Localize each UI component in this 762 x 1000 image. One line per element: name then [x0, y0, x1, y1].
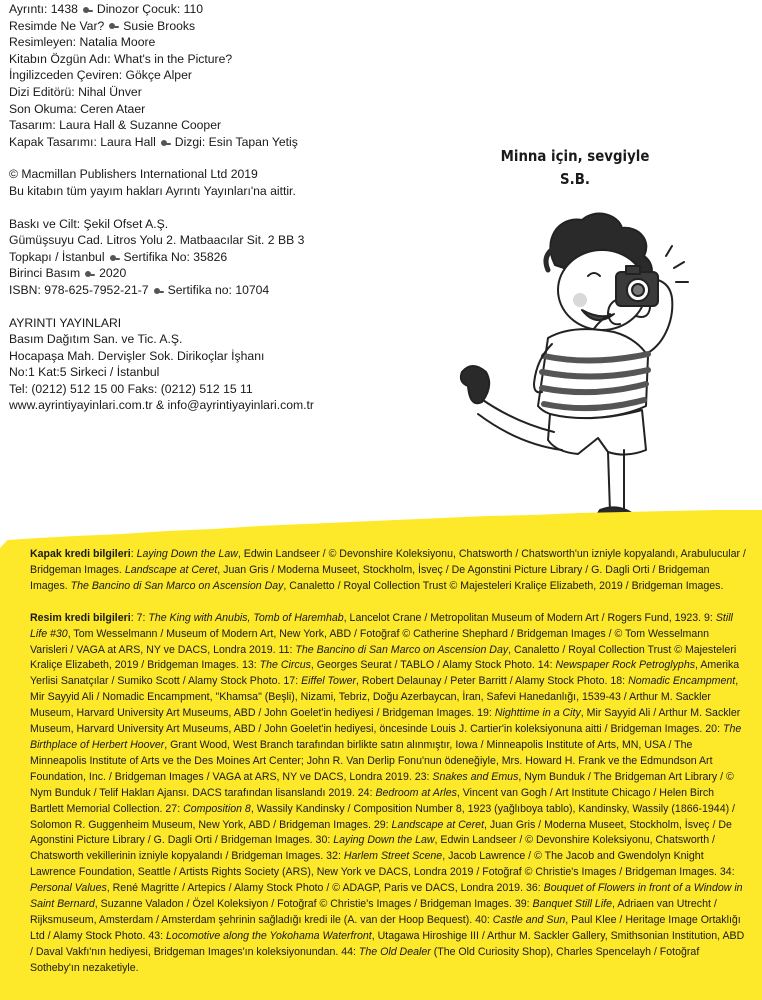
- artwork-title: The King with Anubis, Tomb of Haremhab: [148, 611, 344, 624]
- printer-certificate: Sertifika No: 35826: [123, 249, 228, 264]
- credit-text: : 7:: [130, 611, 149, 624]
- credit-text: , Vincent van Gogh / Art Institute Chicago / Helen Birch Bartlett Memorial Collection. 27:: [30, 786, 715, 815]
- credit-text: , René Magritte / Artepics / Alamy Stock Photo / © ADAGP, Paris ve DACS, Londra 2019. 36:: [106, 882, 544, 895]
- boy-with-camera-illustration: [430, 210, 730, 540]
- artwork-title: Bedroom at Arles: [375, 786, 457, 799]
- isbn: ISBN: 978-625-7952-21-7: [9, 282, 149, 297]
- artwork-title: Landscape at Ceret: [391, 818, 485, 831]
- dedication: [485, 145, 666, 191]
- printer-address: Gümüşsuyu Cad. Litros Yolu 2. Matbaacılar Sit. 2 BB 3: [9, 233, 305, 248]
- artwork-title: Personal Values: [30, 882, 107, 895]
- separator-icon: [154, 288, 164, 294]
- book-title: Resimde Ne Var?: [9, 18, 105, 33]
- credit-text: , Juan Gris / Moderna Museet, Stockholm, İsveç / De Agonstini Picture Library / G. Dagli Orti / Bridgeman Images. 30:: [30, 818, 732, 847]
- separator-icon: [161, 140, 171, 146]
- cover-designer: Kapak Tasarımı: Laura Hall: [9, 134, 156, 149]
- credits-text: [30, 547, 748, 993]
- credit-text: , Georges Seurat / TABLO / Alamy Stock Photo. 14:: [310, 659, 556, 672]
- designer: Tasarım: Laura Hall & Suzanne Cooper: [9, 118, 222, 133]
- separator-icon: [109, 23, 119, 29]
- publisher-name: AYRINTI YAYINLARI: [9, 315, 122, 330]
- cover-credits: [30, 547, 748, 595]
- credit-text: , Canaletto / Royal Collection Trust © Majesteleri Kraliçe Elizabeth, 2019 / Bridgeman Images.: [283, 579, 724, 592]
- credit-text: :: [130, 548, 137, 560]
- publisher-company: Basım Dağıtım San. ve Tic. A.Ş.: [9, 332, 183, 347]
- separator-icon: [85, 271, 95, 277]
- series-number: Ayrıntı: 1438: [9, 2, 78, 16]
- credit-text: , Tom Wesselmann / Museum of Modern Art, New York, ABD / Fotoğraf © Catherine Shephard / Bridgeman Images / © Tom Wesselmann Varisleri / VAGA at ARS, NY ve DACS, Londra 2019. 11:: [30, 627, 710, 656]
- edition-label: Birinci Basım: [9, 266, 81, 281]
- artwork-title: Locomotive along the Yokohama Waterfront: [166, 929, 372, 942]
- credit-text: , Edwin Landseer / © Devonshire Koleksiyonu, Chatsworth / Chatsworth vekillerinin izniyle kopyalandı / Bridgeman Images. 32:: [30, 834, 715, 863]
- artwork-title: Banquet Still Life: [532, 898, 613, 911]
- edition-year: 2020: [99, 266, 127, 281]
- author: Susie Brooks: [123, 18, 196, 33]
- artwork-title: Nighttime in a City: [494, 707, 581, 720]
- imprint-line: [9, 265, 479, 282]
- artwork-title: Bouquet of Flowers in front of a Window in Saint Bernard: [30, 882, 743, 911]
- artwork-title: The Bancino di San Marco on Ascension Day: [70, 579, 284, 592]
- credit-text: , Suzanne Valadon / Özel Koleksiyon / Fotoğraf © Christie's Images / Bridgeman Images. 39:: [94, 898, 533, 911]
- credit-text: (The Old Curiosity Shop), Charles Spencelayh / Fotoğraf Sotheby'ın nezaketiyle.: [30, 945, 700, 974]
- artwork-title: Laying Down the Law: [136, 548, 238, 560]
- publisher-address: Hocapaşa Mah. Dervişler Sok. Dirikoçlar İşhanı: [9, 348, 265, 363]
- credit-text: , Adriaen van Utrecht / Rijksmuseum, Amsterdam / Amsterdam şehrinin sağladığı kredi ile (A. van der Hoop Bequest). 40:: [30, 898, 717, 926]
- credit-text: , Juan Gris / Moderna Museet, Stockholm, İsveç / De Agonstini Picture Library / G. Dagli Orti / Bridgeman Images.: [30, 563, 710, 592]
- credit-text: , Nym Bunduk / The Bridgeman Art Library / © Nym Bunduk / Telif Hakları Ajansı. DACS tarafından lisanslandı 2019. 24:: [30, 770, 734, 799]
- proofreader: Son Okuma: Ceren Ataer: [9, 101, 146, 116]
- credit-text: , Paul Klee / Heritage Image Ortaklığı Ltd / Alamy Stock Photo. 43:: [30, 913, 741, 942]
- picture-credits-label: Resim kredi bilgileri: [30, 611, 131, 624]
- separator-icon: [110, 255, 120, 261]
- credit-text: , Jacob Lawrence / © The Jacob and Gwendolyn Knight Lawrence Foundation, Seattle / Artists Rights Society (ARS), New York ve DACS, Londra 2019 / Fotoğraf © Christie's Images / Bridgeman Images. 34:: [30, 850, 735, 879]
- credit-text: , Amerika Yerlisi Sanatçılar / Sumiko Scott / Alamy Stock Photo. 17:: [30, 659, 740, 688]
- artwork-title: Snakes and Emus: [432, 770, 519, 783]
- printer: Baskı ve Cilt: Şekil Ofset A.Ş.: [9, 216, 169, 231]
- credit-text: , Grant Wood, West Branch tarafından birlikte satın alınmıştır, Iowa / Minneapolis Institute of Arts, MN, USA / The Minneapolis Institute of Arts ve the Des Moines Art Center; John R. Van Derlip Fonu'nun ödeneğiyle, Mrs. Howard H. Frank ve the Edmundson Art Foundation, Inc. / Bridgeman Images / VAGA at ARS, NY ve DACS, Londra 2019. 23:: [30, 738, 713, 783]
- artwork-title: Newspaper Rock Petroglyphs: [555, 659, 696, 672]
- artwork-title: Eiffel Tower: [301, 675, 357, 688]
- original-title: Kitabın Özgün Adı: What's in the Picture?: [9, 51, 233, 66]
- illustrator: Resimleyen: Natalia Moore: [9, 35, 156, 50]
- series-subnumber: Dinozor Çocuk: 110: [96, 2, 204, 16]
- copyright: © Macmillan Publishers International Ltd 2019: [9, 167, 258, 182]
- credit-text: , Edwin Landseer / © Devonshire Koleksiyonu, Chatsworth / Chatsworth'un izniyle kopyalandı, Arabulucular / Bridgeman Images.: [30, 548, 746, 576]
- imprint-line: [9, 134, 479, 151]
- dedication-initials: S.B.: [560, 170, 590, 188]
- artwork-title: Harlem Street Scene: [343, 850, 443, 863]
- credit-text: , Lancelot Crane / Metropolitan Museum of Modern Art / Rogers Fund, 1923. 9:: [343, 611, 716, 624]
- credit-text: , Canaletto / Royal Collection Trust © Majesteleri Kraliçe Elizabeth, 2019 / Bridgeman Images. 13:: [30, 643, 737, 672]
- publisher-certificate: Sertifika no: 10704: [167, 282, 270, 297]
- imprint-line: [9, 249, 479, 266]
- picture-credits: [30, 611, 748, 977]
- artwork-title: Composition 8: [183, 802, 251, 815]
- printer-city: Topkapı / İstanbul: [9, 249, 105, 264]
- cover-credits-label: Kapak kredi bilgileri: [30, 548, 131, 560]
- publisher-phone: Tel: (0212) 512 15 00 Faks: (0212) 512 15 11: [9, 381, 253, 396]
- artwork-title: The Circus: [259, 659, 311, 672]
- imprint-line: [9, 282, 479, 299]
- credit-text: , Mir Sayyid Ali / Nomadic Encampment, "Khamsa" (Beşli), Nizami, Tebriz, Doğu Azerbaycan, İran, Safevi Hanedanlığı, 1539-43 / Arthur M. Sackler Museum, Harvard University Art Museums, ABD / John Goelet'in hediyesi / Bridgeman Images. 19:: [30, 675, 739, 720]
- picture-credits-body: [30, 612, 744, 974]
- separator-icon: [83, 7, 93, 13]
- series-editor: Dizi Editörü: Nihal Ünver: [9, 84, 142, 99]
- artwork-title: The Bancino di San Marco on Ascension Day: [295, 643, 509, 656]
- imprint-line: [9, 18, 479, 35]
- rights-notice: Bu kitabın tüm yayım hakları Ayrıntı Yayınları'na aittir.: [9, 183, 296, 198]
- credit-text: , Wassily Kandinsky / Composition Number 8, 1923 (yağlıboya tablo), Kandinsky, Wassily (1866-1944) / Solomon R. Guggenheim Museum, New York, ABD / Bridgeman Images. 29:: [30, 802, 736, 831]
- credit-text: , Mir Sayyid Ali / Arthur M. Sackler Museum, Harvard University Art Museums, ABD / John Goelet'in hediyesi, öncesinde Louis J. Cartier'in koleksiyonuna aitti / Bridgeman Images. 20:: [30, 707, 741, 736]
- cover-credits-body: [30, 548, 746, 592]
- artwork-title: Nomadic Encampment: [628, 675, 736, 688]
- typesetter: Dizgi: Esin Tapan Yetiş: [174, 134, 298, 149]
- artwork-title: Castle and Sun: [492, 913, 566, 926]
- artwork-title: The Old Dealer: [358, 945, 431, 958]
- artwork-title: Landscape at Ceret: [124, 563, 218, 576]
- credit-text: , Robert Delaunay / Peter Barritt / Alamy Stock Photo. 18:: [356, 675, 629, 688]
- artwork-title: Still Life #30: [30, 611, 733, 640]
- publisher-address-2: No:1 Kat:5 Sirkeci / İstanbul: [9, 365, 160, 380]
- imprint-block: [9, 1, 479, 414]
- translator: İngilizceden Çeviren: Gökçe Alper: [9, 68, 192, 83]
- publisher-web: www.ayrintiyayinlari.com.tr & info@ayrintiyayinlari.com.tr: [9, 398, 314, 413]
- credit-text: , Utagawa Hiroshige III / Arthur M. Sackler Gallery, Smithsonian Institution, ABD / Daval Vakfı'nın hediyesi, Bridgeman Images'ın koleksiyonundan. 44:: [30, 929, 745, 958]
- artwork-title: The Birthplace of Herbert Hoover: [30, 723, 742, 751]
- artwork-title: Laying Down the Law: [333, 834, 435, 847]
- dedication-text: Minna için, sevgiyle: [500, 147, 650, 165]
- imprint-line: [9, 1, 479, 18]
